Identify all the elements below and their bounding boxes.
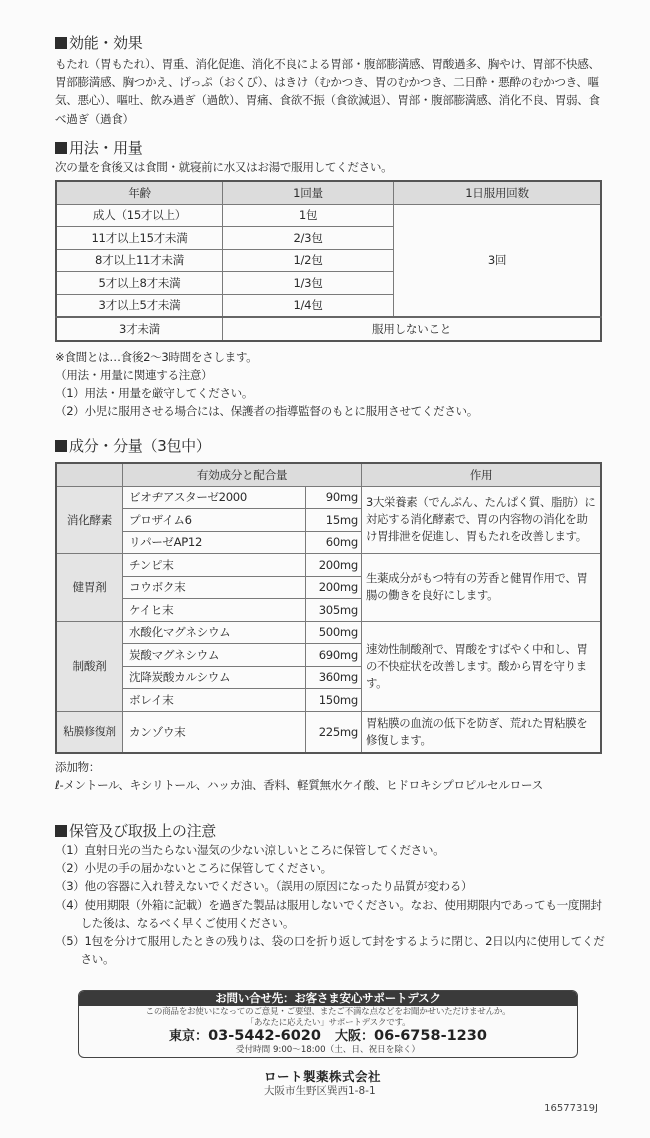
dosage-heading: 用法・用量 <box>55 138 605 158</box>
storage-item: （3）他の容器に入れ替えないでください。（誤用の原因になったり品質が変わる） <box>55 879 473 894</box>
col-amount: 1回量 <box>223 181 394 204</box>
age-cell: 3才以上5才未満 <box>56 294 223 317</box>
square-bullet-icon <box>55 37 67 49</box>
table-row <box>56 621 601 644</box>
ingredient-amount: 690mg <box>306 644 362 667</box>
age-cell: 成人（15才以上） <box>56 204 223 227</box>
amount-cell: 1/2包 <box>223 249 394 272</box>
storage-item: （2）小児の手の届かないところに保管してください。 <box>55 861 332 876</box>
ingredient-amount: 90mg <box>306 486 362 509</box>
ingredient-name: ケイヒ末 <box>123 599 306 622</box>
ingredient-amount: 15mg <box>306 509 362 532</box>
ingredient-amount: 500mg <box>306 621 362 644</box>
ingredient-name: 沈降炭酸カルシウム <box>123 666 306 689</box>
age-cell: 3才未満 <box>56 317 223 341</box>
ingredient-name: リパーゼAP12 <box>123 531 306 554</box>
amount-cell: 1包 <box>223 204 394 227</box>
do-not-take-cell: 服用しないこと <box>223 317 602 341</box>
note-line: （1）用法・用量を厳守してください。 <box>55 386 254 401</box>
table-row <box>56 204 601 227</box>
age-cell: 8才以上11才未満 <box>56 249 223 272</box>
support-desk-message: この商品をお使いになってのご意見・ご要望、またご不満な点などをお聞かせいただけませんか。 <box>145 1007 511 1017</box>
storage-section <box>55 821 605 968</box>
note-line: ※食間とは…食後2〜3時間をさします。 <box>55 349 258 364</box>
col-times: 1日服用回数 <box>394 181 602 204</box>
support-desk-tagline: 「あなたに応えたい」サポートデスクです。 <box>245 1018 411 1028</box>
ingredients-table-header <box>56 463 601 486</box>
ingredients-section <box>55 436 605 794</box>
storage-item: （1）直射日光の当たらない湿気の少ない涼しいところに保管してください。 <box>55 843 445 857</box>
note-line: （用法・用量に関連する注意） <box>55 367 213 382</box>
note-line: （2）小児に服用させる場合には、保護者の指導監督のもとに服用させてください。 <box>55 404 479 419</box>
tokyo-label: 東京： <box>169 1029 209 1044</box>
phone-numbers <box>79 1028 577 1045</box>
dosage-table <box>55 180 602 342</box>
ingredient-name: ビオヂアスターゼ2000 <box>123 486 306 509</box>
ingredient-name: 水酸化マグネシウム <box>123 621 306 644</box>
ingredient-name: コウボク末 <box>123 576 306 599</box>
ingredient-name: プロザイム6 <box>123 509 306 532</box>
col-age: 年齢 <box>56 181 223 204</box>
effect-cell: 胃粘膜の血流の低下を防ぎ、荒れた胃粘膜を修復します。 <box>362 711 602 753</box>
table-row <box>56 711 601 753</box>
effects-heading: 効能・効果 <box>55 33 605 53</box>
support-desk-box <box>78 990 578 1058</box>
reception-hours: 受付時間 9:00〜18:00（土、日、祝日を除く） <box>235 1045 421 1055</box>
category-cell: 制酸剤 <box>56 621 123 711</box>
effects-section <box>55 33 605 128</box>
dosage-notes <box>55 348 605 421</box>
category-cell: 消化酵素 <box>56 486 123 554</box>
table-row <box>56 317 601 341</box>
document-code: 16577319J <box>544 1103 598 1114</box>
storage-heading: 保管及び取扱上の注意 <box>55 821 605 841</box>
ingredient-amount: 200mg <box>306 554 362 577</box>
table-row <box>56 554 601 577</box>
storage-item: （5）1包を分けて服用したときの残りは、袋の口を折り返して封をするように閉じ、2日以内に使用してください。 <box>55 934 605 967</box>
ingredient-amount: 305mg <box>306 599 362 622</box>
company-info <box>264 1069 381 1098</box>
square-bullet-icon <box>55 142 67 154</box>
amount-cell: 1/3包 <box>223 272 394 295</box>
dosage-table-header <box>56 181 601 204</box>
ingredient-name: チンピ末 <box>123 554 306 577</box>
ingredient-amount: 200mg <box>306 576 362 599</box>
effect-cell: 生薬成分がもつ特有の芳香と健胃作用で、胃腸の働きを良好にします。 <box>362 554 602 622</box>
ingredient-amount: 60mg <box>306 531 362 554</box>
osaka-phone[interactable]: 06-6758-1230 <box>374 1028 487 1044</box>
effect-cell: 速効性制酸剤で、胃酸をすばやく中和し、胃の不快症状を改善します。酸から胃を守ります。 <box>362 621 602 711</box>
age-cell: 11才以上15才未満 <box>56 227 223 250</box>
ingredient-amount: 225mg <box>306 711 362 753</box>
header-blank <box>56 463 123 486</box>
ingredient-name: 炭酸マグネシウム <box>123 644 306 667</box>
amount-cell: 1/4包 <box>223 294 394 317</box>
square-bullet-icon <box>55 440 67 452</box>
ingredient-amount: 360mg <box>306 666 362 689</box>
ingredients-table <box>55 462 602 754</box>
col-ingredients: 有効成分と配合量 <box>123 463 362 486</box>
ingredient-name: カンゾウ末 <box>123 711 306 753</box>
amount-cell: 2/3包 <box>223 227 394 250</box>
additives-text: ℓ-メントール、キシリトール、ハッカ油、香料、軽質無水ケイ酸、ヒドロキシプロピルセルロース <box>55 777 543 792</box>
tokyo-phone[interactable]: 03-5442-6020 <box>208 1028 321 1044</box>
category-cell: 粘膜修復剤 <box>56 711 123 753</box>
ingredient-amount: 150mg <box>306 689 362 712</box>
company-address: 大阪市生野区巽西1-8-1 <box>264 1085 376 1097</box>
dosage-intro: 次の量を食後又は食間・就寝前に水又はお湯で服用してください。 <box>55 160 393 174</box>
square-bullet-icon <box>55 825 67 837</box>
storage-item: （4）使用期限（外箱に記載）を過ぎた製品は服用しないでください。なお、使用期限内であっても一度開封した後は、なるべく早くご使用ください。 <box>55 897 602 930</box>
support-desk-title: お問い合せ先：お客さま安心サポートデスク <box>79 991 577 1006</box>
category-cell: 健胃剤 <box>56 554 123 622</box>
ingredient-name: ボレイ末 <box>123 689 306 712</box>
dosage-section <box>55 138 605 421</box>
ingredients-heading: 成分・分量（3包中） <box>55 436 605 456</box>
effect-cell: 3大栄養素（でんぷん、たんぱく質、脂肪）に対応する消化酵素で、胃の内容物の消化を助け胃排泄を促進し、胃もたれを改善します。 <box>362 486 602 554</box>
table-row <box>56 486 601 509</box>
additives-label: 添加物： <box>55 759 100 774</box>
age-cell: 5才以上8才未満 <box>56 272 223 295</box>
times-cell: 3回 <box>394 204 602 317</box>
company-name: ロート製薬株式会社 <box>264 1069 382 1084</box>
osaka-label: 大阪： <box>335 1029 375 1044</box>
effects-text: もたれ（胃もたれ）、胃重、消化促進、消化不良による胃部・腹部膨満感、胃酸過多、胸やけ、胃部不快感、胃部膨満感、胸つかえ、げっぷ（おくび）、はきけ（むかつき、胃のむかつき、二日酔・悪酔のむかつき、嘔気、悪心）、嘔吐、飲み過ぎ（過飲）、胃痛、食欲不振（食欲減退）、胃部・腹部膨満感、消化不良、胃弱、食べ過ぎ（過食） <box>55 57 600 126</box>
col-effect: 作用 <box>362 463 602 486</box>
